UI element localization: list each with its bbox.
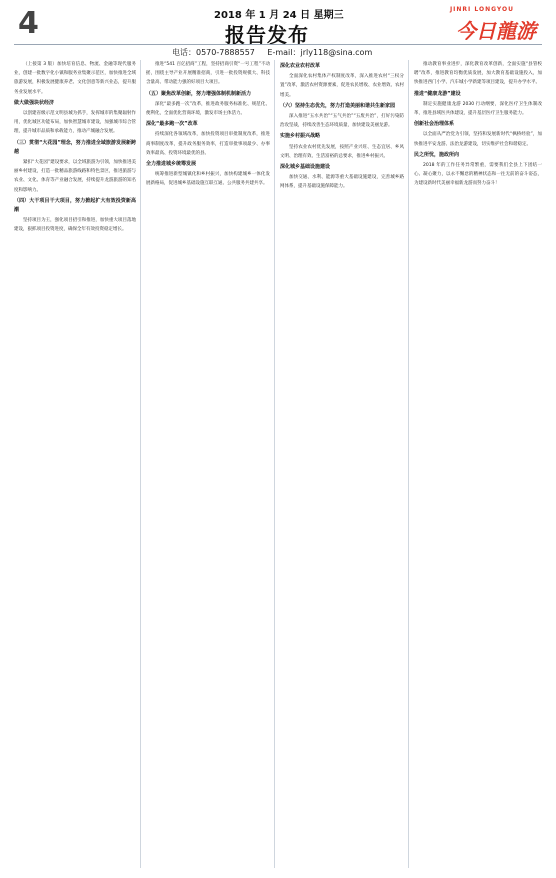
article-subheading: 做大做强块状经济 <box>14 99 55 106</box>
column-divider <box>274 60 275 868</box>
article-paragraph: 深化“最多跑一次”改革，推进政务服务标准化、规范化、便利化，全面优化营商环境，激发市场主体活力。 <box>146 101 270 117</box>
article-subheading: （六）坚持生态优先，努力打造美丽和谐共生新家园 <box>280 102 396 109</box>
article-paragraph: 以全面从严治党为引领，坚持和发展新时代“枫桥经验”，加快推进平安龙游、法治龙游建设，切实维护社会和谐稳定。 <box>414 132 542 147</box>
contact-bar <box>172 47 382 58</box>
article-paragraph: 加快交通、水利、能源等重大基础设施建设，完善城乡路网体系，提升基础设施保障能力。 <box>280 175 404 190</box>
email-address: E-mail：jrly118@sina.com <box>267 48 373 57</box>
article-subheading: 深化城乡基础设施建设 <box>280 164 331 171</box>
article-paragraph: 深入推进“五水共治”“五气共治”“五废共治”，打好污染防治攻坚战，持续改善生态环境质量，加快建设美丽龙游。 <box>280 114 404 129</box>
article-paragraph: 统筹推进新型城镇化和乡村振兴，加快构建城乡一体化发展新格局，促进城乡基础设施互联互通、公共服务共建共享。 <box>146 172 270 187</box>
article-subheading: 推进“健康龙游”建设 <box>414 90 461 97</box>
article-paragraph: 紧扣“大花园”建设要求，以全域旅游为引领，加快推进美丽乡村建设，打造一批精品旅游线路和特色景区，推进旅游与农业、文化、体育等产业融合发展，持续提升龙游旅游的知名度和影响力。 <box>14 160 136 193</box>
article-subheading: 实施乡村振兴战略 <box>280 133 321 140</box>
article-paragraph: （上接第 3 版）加快培育信息、物流、金融等现代服务业，创建一批数字化小镇和服务业集聚示范区，加快推进全域旅游发展，积极发展健康养老、文化创意等新兴业态，提升服务业发展水平。 <box>14 62 136 95</box>
article-paragraph: 推动教育事业进步，深化教育改革创新，全面实施“县管校聘”改革，推进教育均衡优质发展，加大教育基础设施投入，加快推进西门小学、汽车城小学新建等项目建设，提升办学水平。 <box>414 62 542 86</box>
issue-date: 2018 年 1 月 24 日 星期三 <box>214 10 344 21</box>
article-subheading: （四）大干项目干大项目，努力掀起扩大有效投资新高潮 <box>14 197 136 214</box>
article-column-4 <box>414 60 542 868</box>
article-paragraph: 持续深化各领域改革，加快投资项目审批制度改革，推进商事制度改革，提升政务服务效率，打造审批事项最少、办事效率最高、投资环境最优的县。 <box>146 132 270 156</box>
article-subheading: 深化农业农村改革 <box>280 63 321 69</box>
article-subheading: 民之所忧，施政所向 <box>414 151 460 158</box>
section-title: 报告发布 <box>225 23 309 47</box>
article-column-1 <box>14 60 136 868</box>
article-subheading: （五）聚焦改革创新，努力增强体制机制新活力 <box>146 90 252 97</box>
article-subheading: 全力推进城乡统筹发展 <box>146 161 197 168</box>
article-subheading: 创新社会治理体系 <box>414 121 455 128</box>
newspaper-logo: 今日龍游 <box>456 19 536 43</box>
column-divider <box>408 60 409 868</box>
article-paragraph: 制定实施健康龙游 2030 行动纲要，深化医疗卫生体制改革，推进县域医共体建设，提升基层医疗卫生服务能力。 <box>414 101 542 117</box>
page-number: 4 <box>18 6 39 41</box>
article-paragraph: 坚持项目为王，强化项目招引和推进，加快重大项目落地建设，狠抓项目投资进度，确保全年有效投资稳定增长。 <box>14 218 136 233</box>
article-paragraph: 2018 年的工作任务异常繁重，需要我们全县上下团结一心、凝心聚力，以永不懈怠的精神状态和一往无前的奋斗姿态，为建设新时代美丽幸福新龙游而努力奋斗！ <box>414 163 542 187</box>
article-paragraph: 推进“541 百亿招商”工程，坚持招商引资“一号工程”不动摇，围绕主导产业开展精准招商，引进一批投资规模大、科技含量高、带动能力强的好项目大项目。 <box>146 62 270 86</box>
article-subheading: 深化“最多跑一次”改革 <box>146 121 198 128</box>
article-subheading: （三）贯彻“大花园”理念，努力推进全域旅游发展新跨越 <box>14 139 136 155</box>
article-paragraph: 全面深化农村集体产权制度改革，深入推进农村“三权分置”改革，激活农村资源要素，促进农民增收、农业增效、农村增美。 <box>280 74 404 98</box>
phone-number: 电话：0570-7888557 <box>172 48 255 57</box>
column-divider <box>140 60 141 868</box>
article-paragraph: 以创建省级示范文明县城为抓手，发挥城市的集聚辐射作用，优化城区功能布局，加快智慧城市建设，加强城市综合管理，提升城市品质和承载能力，推动产城融合发展。 <box>14 111 136 135</box>
article-paragraph: 坚持农业农村优先发展，按照产业兴旺、生态宜居、乡风文明、治理有效、生活富裕的总要求，推进乡村振兴。 <box>280 144 404 159</box>
article-column-3 <box>280 60 404 868</box>
masthead-english: JINRI LONGYOU <box>449 6 514 13</box>
article-column-2 <box>146 60 270 868</box>
header-rule <box>14 44 542 45</box>
